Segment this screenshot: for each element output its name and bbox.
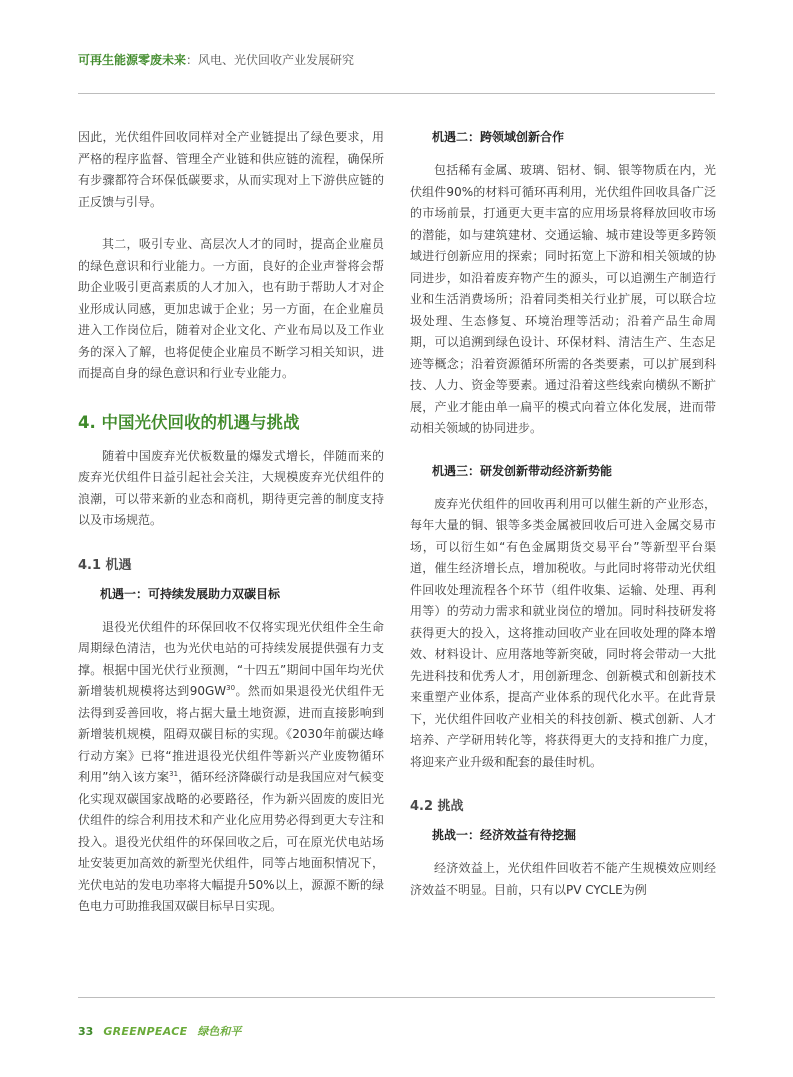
footer-divider bbox=[78, 997, 715, 998]
right-column bbox=[410, 127, 716, 901]
paragraph: 包括稀有金属、玻璃、铝材、铜、银等物质在内，光伏组件90%的材料可循环再利用，光伏组件回收具备广泛的市场前景，打通更大更丰富的应用场景将释放回收市场的潜能，如与建筑建材、交通运输、城市建设等更多跨领域进行创新应用的探索；同时拓宽上下游和相关领域的协同进步，如沿着废弃物产生的源头，可以追溯生产制造行业和生活消费场所；沿着同类相关行业扩展，可以联合垃圾处理、生态修复、环境治理等活动；沿着产品生命周期，可以追溯到绿色设计、环保材料、清洁生产、生态足迹等概念；沿着资源循环所需的各类要素，可以扩展到科技、人力、资金等要素。通过沿着这些线索向横纵不断扩展，产业才能由单一扁平的模式向着立体化发展，进而带动相关领域的协同进步。 bbox=[410, 163, 716, 435]
paragraph: 退役光伏组件的环保回收不仅将实现光伏组件全生命周期绿色清洁，也为光伏电站的可持续发展提供强有力支撑。根据中国光伏行业预测，“十四五”期间中国年均光伏新增装机规模将达到90GW$^{30}$。然而如果退役光伏组件无法得到妥善回收，将占据大量土地资源，进而直接影响到新增装机规模，阻碍双碳目标的实现。《2030年前碳达峰行动方案》已将“推进退役光伏组件等新兴产业废物循环利用”纳入该方案$^{31}$，循环经济降碳行动是我国应对气候变化实现双碳国家战略的必要路径，作为新兴固废的废旧光伏组件的综合利用技术和产业化应用势必得到更大专注和投入。退役光伏组件的环保回收之后，可在原光伏电站场址安装更加高效的新型光伏组件，同等占地面积情况下，光伏电站的发电功率将大幅提升50%以上，源源不断的绿色电力可助推我国双碳目标早日实现。 bbox=[78, 619, 384, 913]
challenge-heading: 挑战一：经济效益有待挖掘 bbox=[432, 828, 577, 842]
header-divider bbox=[78, 93, 715, 94]
page-footer bbox=[78, 1022, 241, 1040]
footnote-ref: 31 bbox=[169, 770, 179, 778]
footnote-ref: 30 bbox=[226, 684, 236, 692]
header-subtitle: ：风电、光伏回收产业发展研究 bbox=[186, 53, 355, 67]
paragraph: 因此，光伏组件回收同样对全产业链提出了绿色要求，用严格的程序监督、管理全产业链和供应链的流程，确保所有步骤都符合环保低碳要求，从而实现对上下游供应链的正反馈与引导。 bbox=[78, 130, 384, 209]
header-title: 可再生能源零废未来 bbox=[78, 53, 187, 67]
running-header bbox=[78, 52, 354, 68]
subsection-heading: 4.2 挑战 bbox=[410, 799, 464, 814]
opportunity-heading: 机遇二：跨领域创新合作 bbox=[432, 130, 565, 144]
opportunity-heading: 机遇三：研发创新带动经济新势能 bbox=[432, 463, 613, 478]
greenpeace-logo-cn: 绿色和平 bbox=[197, 1025, 242, 1038]
greenpeace-logo: GREENPEACE bbox=[103, 1024, 188, 1038]
opportunity-heading: 机遇一：可持续发展助力双碳目标 bbox=[100, 586, 281, 601]
section-heading: 4. 中国光伏回收的机遇与挑战 bbox=[78, 412, 300, 432]
paragraph: 废弃光伏组件的回收再利用可以催生新的产业形态，每年大量的铜、银等多类金属被回收后可进入金属交易市场，可以衍生如“有色金属期货交易平台”等新型平台渠道，催生经济增长点，增加税收。与此同时将带动光伏组件回收处理流程各个环节（组件收集、运输、处理、再利用等）的劳动力需求和就业岗位的增加。同时科技研发将获得更大的投入，这将推动回收产业在回收处理的降本增效、材料设计、应用落地等新突破，同时将会带动一大批先进科技和优秀人才，用创新理念、创新模式和创新技术来重塑产业体系，提高产业体系的现代化水平。在此背景下，光伏组件回收产业相关的科技创新、模式创新、人才培养、产学研用转化等，将获得更大的支持和推广力度，将迎来产业升级和配套的最佳时机。 bbox=[410, 496, 716, 769]
subsection-heading: 4.1 机遇 bbox=[78, 557, 132, 573]
paragraph: 随着中国废弃光伏板数量的爆发式增长，伴随而来的废弃光伏组件日益引起社会关注，大规模废弃光伏组件的浪潮，可以带来新的业态和商机，期待更完善的制度支持以及市场规范。 bbox=[78, 448, 384, 527]
paragraph: 经济效益上，光伏组件回收若不能产生规模效应则经济效益不明显。目前，只有以PV CYCLE为例 bbox=[410, 861, 716, 897]
left-column bbox=[78, 127, 384, 918]
page-number: 33 bbox=[78, 1024, 94, 1038]
paragraph: 其二，吸引专业、高层次人才的同时，提高企业雇员的绿色意识和行业能力。一方面，良好的企业声誉将会帮助企业吸引更高素质的人才加入，也有助于帮助人才对企业形成认同感，更加忠诚于企业；另一方面，在企业雇员进入工作岗位后，随着对企业文化、产业布局以及工作业务的深入了解，也将促使企业雇员不断学习相关知识，进而提高自身的绿色意识和行业专业能力。 bbox=[78, 237, 384, 380]
